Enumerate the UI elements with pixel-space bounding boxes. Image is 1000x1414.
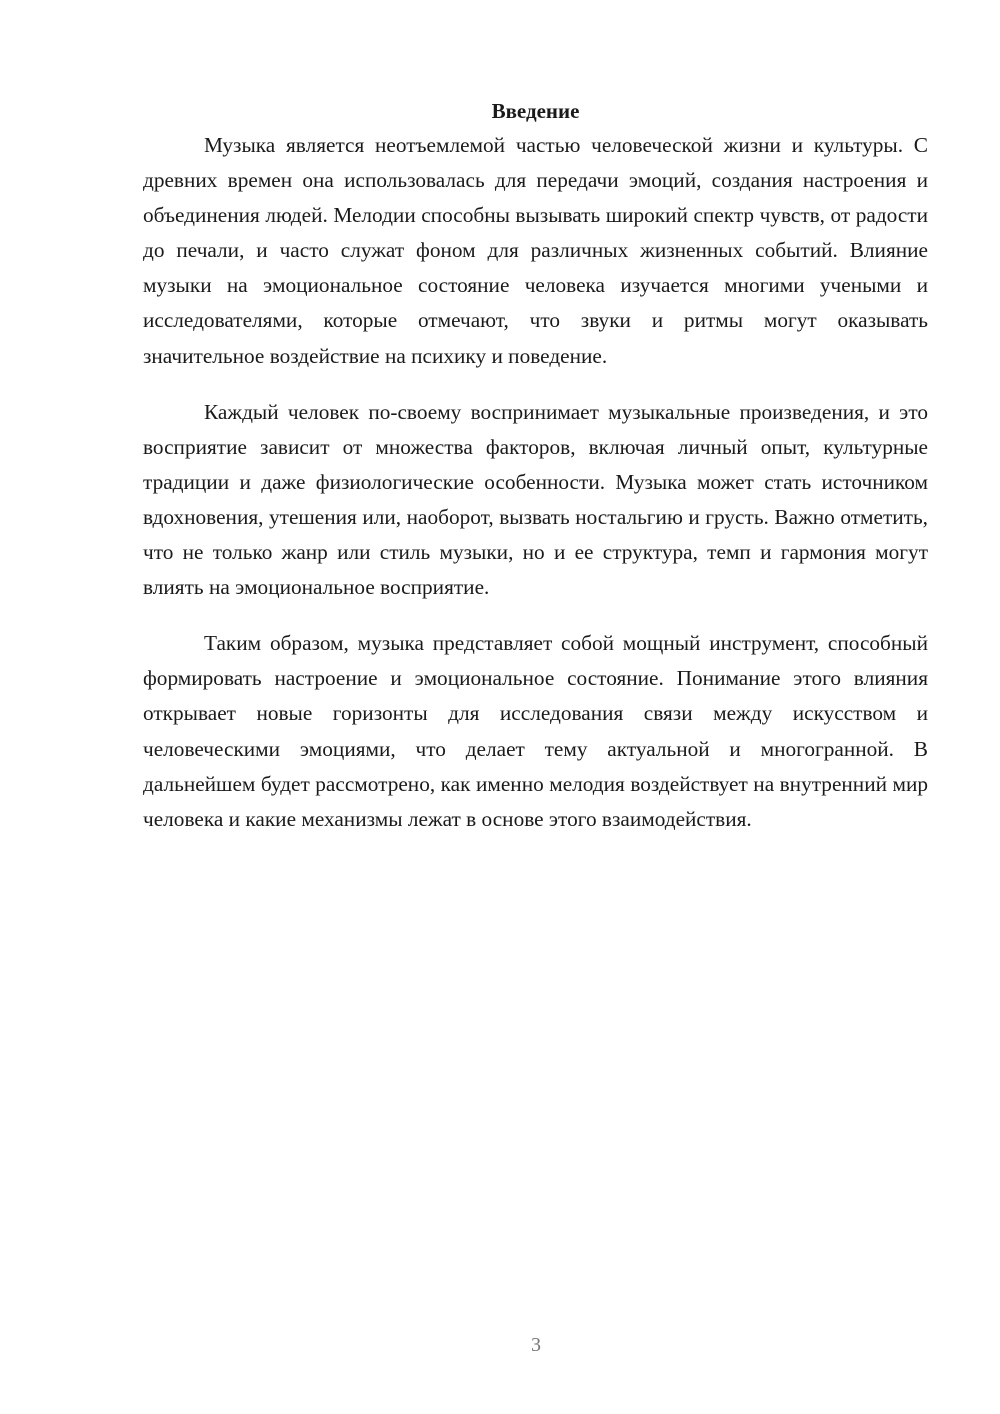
page-number: 3 <box>531 1334 541 1356</box>
paragraph-1: Музыка является неотъемлемой частью человеческой жизни и культуры. С древних времен она использовалась для передачи эмоций, создания настроения и объединения людей. Мелодии способны вызывать широкий спектр чувств, от радости до печали, и часто служат фоном для различных жизненных событий. Влияние музыки на эмоциональное состояние человека изучается многими учеными и исследователями, которые отмечают, что звуки и ритмы могут оказывать значительное воздействие на психику и поведение. <box>143 133 928 368</box>
page-content <box>143 96 928 858</box>
section-heading: Введение <box>491 99 580 123</box>
paragraph-3: Таким образом, музыка представляет собой мощный инструмент, способный формировать настроение и эмоциональное состояние. Понимание этого влияния открывает новые горизонты для исследования связи между искусством и человеческими эмоциями, что делает тему актуальной и многогранной. В дальнейшем будет рассмотрено, как именно мелодия воздействует на внутренний мир человека и какие механизмы лежат в основе этого взаимодействия. <box>143 631 928 831</box>
paragraph-2: Каждый человек по-своему воспринимает музыкальные произведения, и это восприятие зависит от множества факторов, включая личный опыт, культурные традиции и даже физиологические особенности. Музыка может стать источником вдохновения, утешения или, наоборот, вызвать ностальгию и грусть. Важно отметить, что не только жанр или стиль музыки, но и ее структура, темп и гармония могут влиять на эмоциональное восприятие. <box>143 399 928 600</box>
